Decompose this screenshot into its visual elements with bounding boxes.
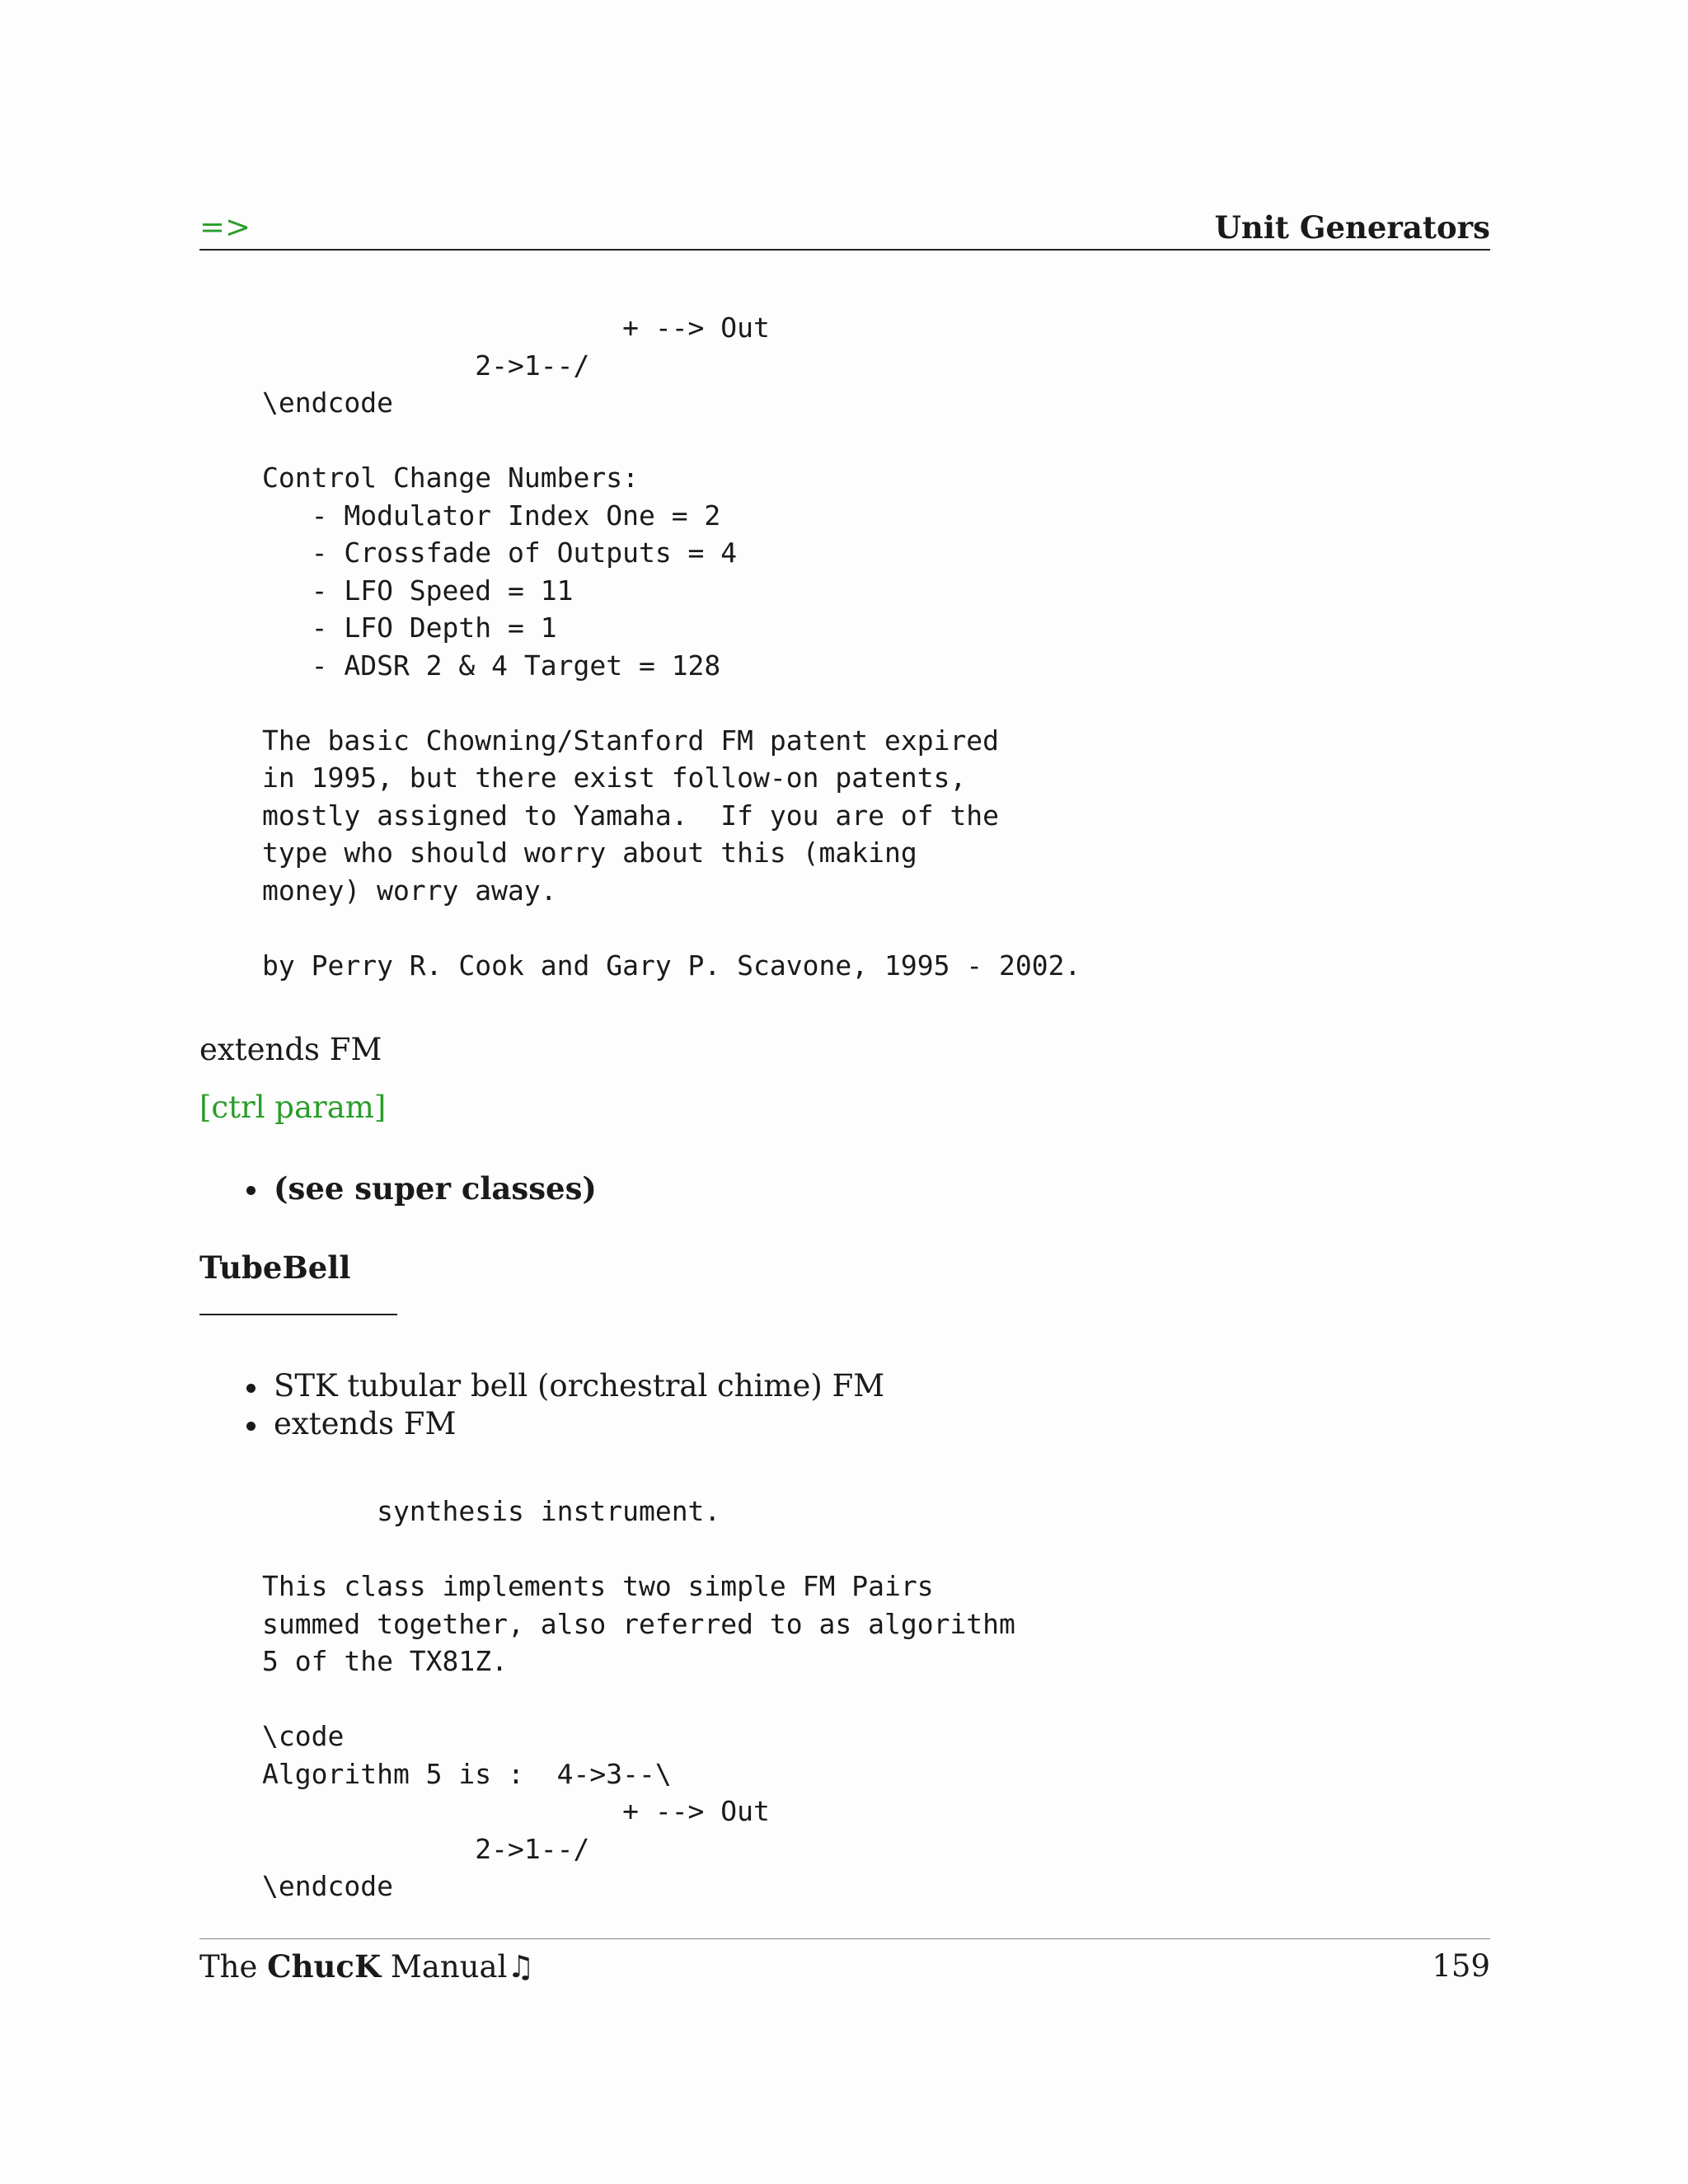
param-list <box>199 1169 597 1207</box>
class-title-tubebell: TubeBell <box>199 1249 351 1286</box>
footer-the: The <box>199 1949 258 1985</box>
footer-rule <box>199 1938 1490 1939</box>
ctrl-param-link[interactable]: [ctrl param] <box>199 1090 387 1125</box>
page-header <box>199 206 1490 249</box>
header-rule <box>199 249 1490 251</box>
tubebell-description-list <box>199 1367 884 1443</box>
list-item: extends FM <box>199 1405 884 1443</box>
extends-line: extends FM <box>199 1032 382 1067</box>
music-note-icon: ♫ <box>507 1949 535 1985</box>
chapter-title: Unit Generators <box>1214 209 1490 246</box>
list-item: (see super classes) <box>199 1169 597 1207</box>
class-title-rule <box>199 1314 397 1315</box>
code-block-continued: + --> Out 2->1--/ \endcode Control Change Numbers: - Modulator Index One = 2 - Crossfade of Outputs = 4 - LFO Speed = 11 - LFO Depth = 1 - ADSR 2 & 4 Target = 128 The basic Chowning/Stanford FM patent expired in 1995, but there exist follow-on patents, mostly assigned to Yamaha. If you are of the type who should worry about this (making money) worry away. by Perry R. Cook and Gary P. Scavone, 1995 - 2002. <box>262 312 1081 982</box>
tubebell-code-block: synthesis instrument. This class implements two simple FM Pairs summed together, also referred to as algorithm 5 of the TX81Z. \code Algorithm 5 is : 4->3--\ + --> Out 2->1--/ \endcode <box>262 1495 1015 1902</box>
manual-title <box>199 1948 535 1985</box>
chuck-operator-marker: => <box>199 209 251 245</box>
footer-manual: Manual <box>390 1949 508 1985</box>
footer-chuck: ChucK <box>267 1948 382 1985</box>
page-number: 159 <box>1432 1948 1490 1984</box>
list-item: STK tubular bell (orchestral chime) FM <box>199 1367 884 1405</box>
page-footer <box>199 1948 1490 1990</box>
